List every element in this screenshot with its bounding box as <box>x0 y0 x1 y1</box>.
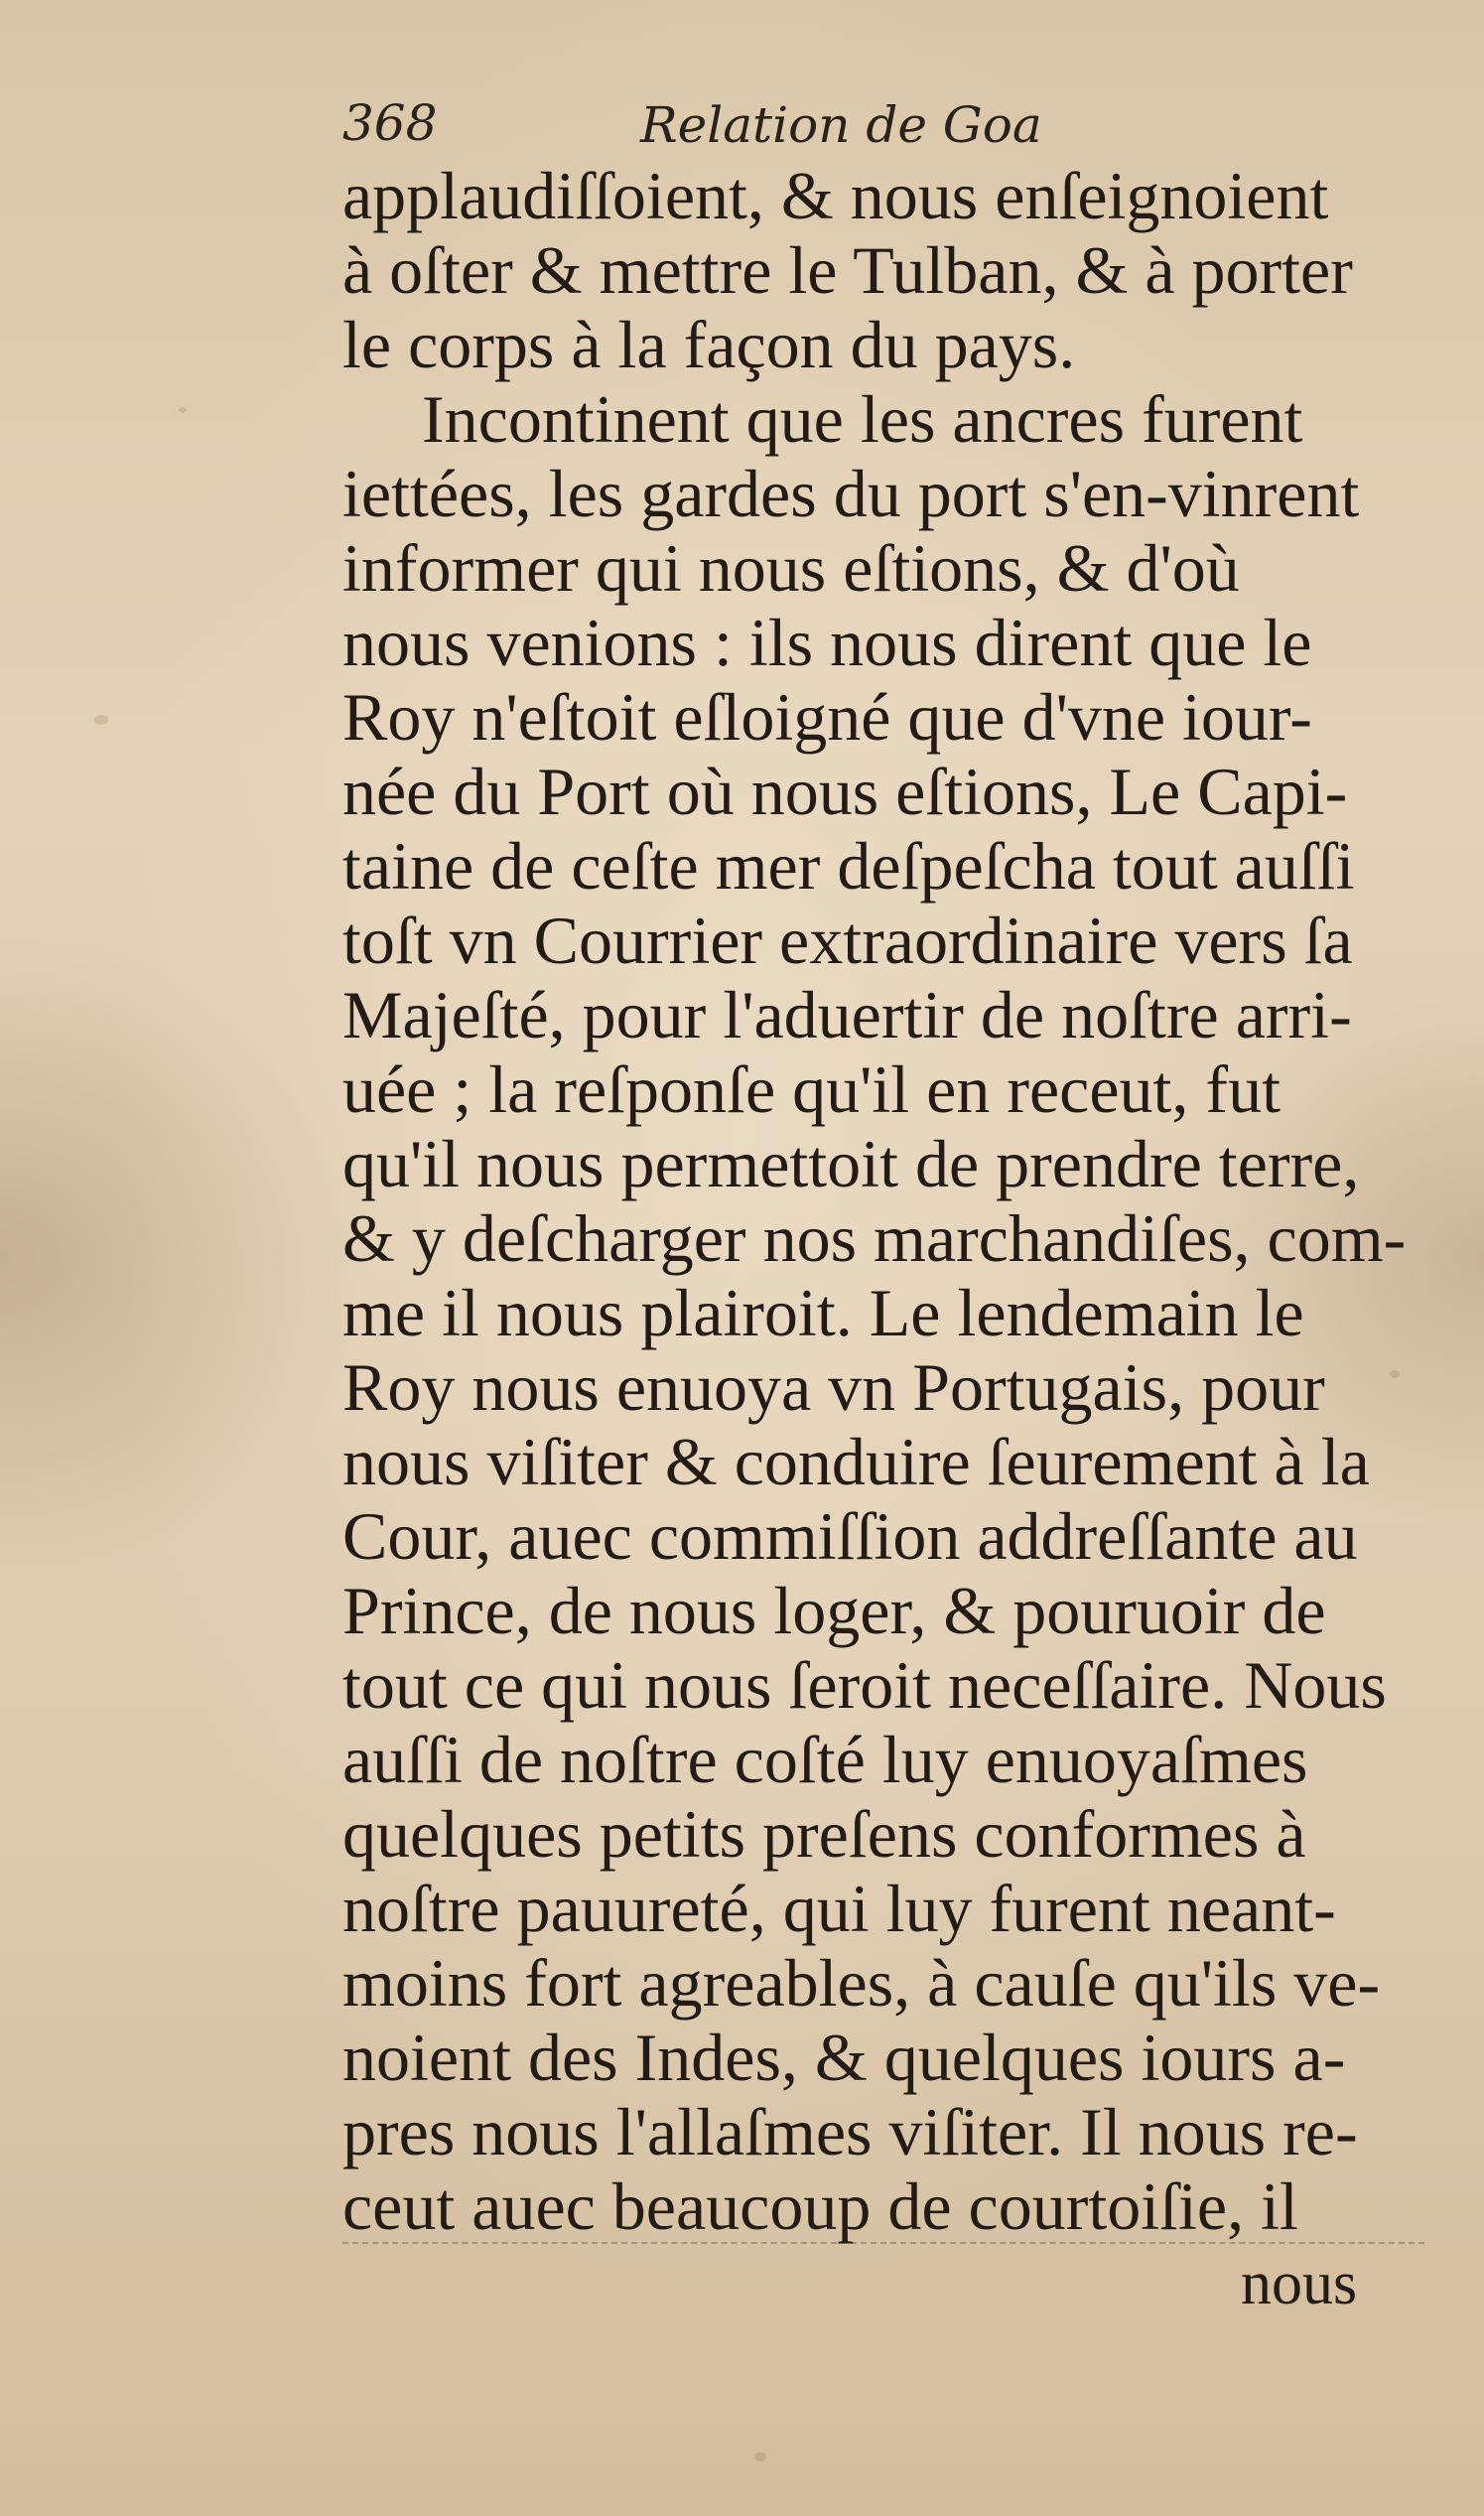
bottom-rule <box>342 2242 1424 2244</box>
text-line: nous viſiter & conduire ſeurement à la <box>342 1424 1370 1499</box>
text-line: quelques petits preſens conformes à <box>342 1796 1306 1872</box>
body-text <box>342 159 1434 2244</box>
text-line: informer qui nous eſtions, & d'où <box>342 530 1240 606</box>
text-line: née du Port où nous eſtions, Le Capi- <box>342 754 1348 829</box>
text-line: & y deſcharger nos marchandiſes, com- <box>342 1200 1407 1276</box>
text-line: auſſi de noſtre coſté luy enuoyaſmes <box>342 1722 1308 1797</box>
text-line: Majeſté, pour l'aduertir de noſtre arri- <box>342 977 1352 1052</box>
text-line: pres nous l'allaſmes viſiter. Il nous re- <box>342 2094 1358 2169</box>
text-line: tout ce qui nous ſeroit neceſſaire. Nous <box>342 1647 1387 1723</box>
paper-stain <box>179 407 187 413</box>
text-line: Roy nous enuoya vn Portugais, pour <box>342 1349 1325 1425</box>
text-line: Cour, auec commiſſion addreſſante au <box>342 1498 1358 1574</box>
text-line: noſtre pauureté, qui luy furent neant- <box>342 1871 1336 1946</box>
running-title: Relation de Goa <box>640 96 1042 154</box>
page-number: 368 <box>342 94 438 152</box>
text-line: qu'il nous permettoit de prendre terre, <box>342 1126 1360 1201</box>
text-line: taine de ceſte mer deſpeſcha tout auſſi <box>342 828 1355 904</box>
text-line: Prince, de nous loger, & pouruoir de <box>342 1573 1326 1648</box>
paper-stain <box>754 2452 766 2461</box>
text-line: iettées, les gardes du port s'en-vinrent <box>342 456 1360 531</box>
running-head <box>342 94 1077 164</box>
text-line: applaudiſſoient, & nous enſeignoient <box>342 158 1329 233</box>
catchword: nous <box>1241 2250 1358 2317</box>
text-line: noient des Indes, & quelques iours a- <box>342 2020 1346 2095</box>
text-line: toſt vn Courrier extraordinaire vers ſa <box>342 903 1353 978</box>
paper-stain <box>94 715 108 725</box>
text-line: Roy n'eſtoit eſloigné que d'vne iour- <box>342 679 1312 755</box>
text-line: moins fort agreables, à cauſe qu'ils ve- <box>342 1945 1381 2021</box>
text-line: Incontinent que les ancres furent <box>422 381 1303 457</box>
text-line: le corps à la façon du pays. <box>342 307 1076 382</box>
text-line: à oſter & mettre le Tulban, & à porter <box>342 232 1353 308</box>
text-line: me il nous plairoit. Le lendemain le <box>342 1275 1304 1350</box>
text-line: uée ; la reſponſe qu'il en receut, fut <box>342 1051 1281 1127</box>
text-line: ceut auec beaucoup de courtoiſie, il <box>342 2168 1298 2244</box>
text-line: nous venions : ils nous dirent que le <box>342 605 1312 680</box>
